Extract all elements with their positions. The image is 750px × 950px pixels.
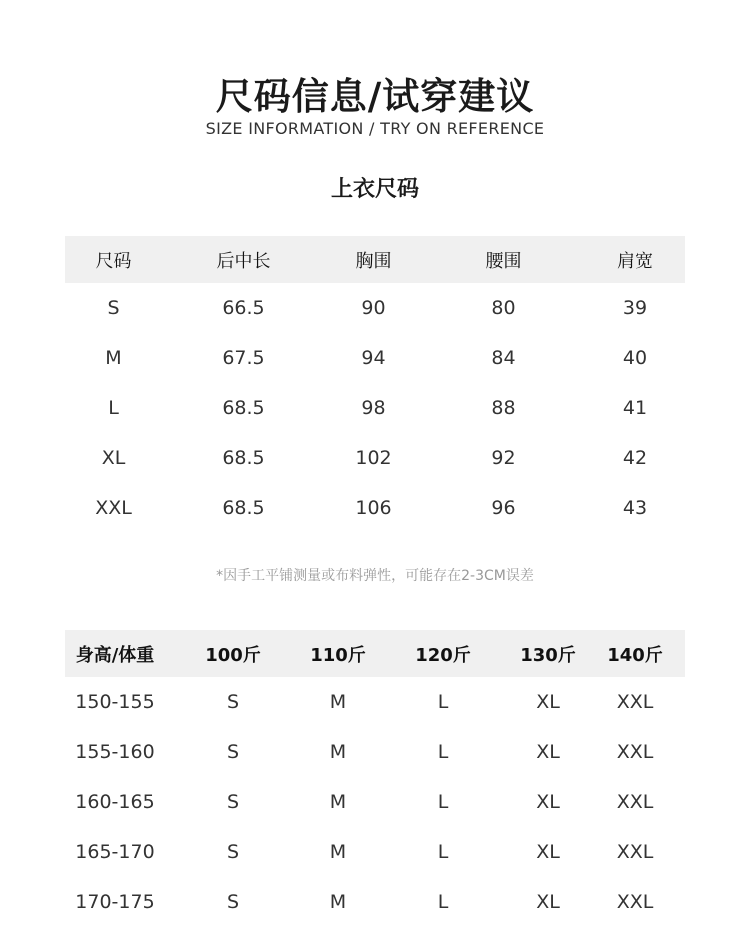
table-cell: 90 [361, 297, 386, 319]
table-cell: 80 [491, 297, 516, 319]
table-row [65, 827, 685, 877]
table-cell: 106 [355, 497, 392, 519]
table-cell: 41 [622, 397, 648, 419]
table-cell: L [437, 741, 449, 763]
table-cell: 155-160 [75, 741, 155, 763]
table-cell: 165-170 [75, 841, 155, 863]
table-cell: XXL [95, 497, 132, 519]
table-cell: L [437, 841, 449, 863]
header-cell: 120斤 [415, 644, 471, 666]
table-cell: XL [536, 741, 560, 763]
table-row [65, 433, 685, 483]
fit-table-header-row [65, 630, 685, 677]
size-table [65, 236, 685, 533]
table-cell: 94 [361, 347, 386, 369]
table-cell: XL [536, 791, 560, 813]
header-cell: 140斤 [607, 644, 663, 666]
table-cell: 96 [491, 497, 516, 519]
table-row [65, 333, 685, 383]
table-cell: S [226, 891, 240, 913]
table-cell: 102 [355, 447, 392, 469]
table-row [65, 877, 685, 927]
header-cell: 腰围 [485, 250, 522, 272]
size-section-title: 上衣尺码 [330, 177, 419, 202]
fit-table [65, 630, 685, 927]
table-cell: 88 [491, 397, 516, 419]
table-cell: M [329, 891, 347, 913]
table-cell: 39 [622, 297, 648, 319]
table-cell: M [105, 347, 122, 369]
measurement-note: *因手工平铺测量或布料弹性，可能存在2-3CM误差 [216, 568, 534, 584]
table-cell: L [437, 691, 449, 713]
table-cell: S [226, 691, 240, 713]
table-row [65, 777, 685, 827]
header-cell: 胸围 [355, 250, 392, 272]
table-cell: XL [536, 891, 560, 913]
table-cell: 43 [622, 497, 648, 519]
header-cell: 肩宽 [617, 250, 653, 272]
table-cell: 68.5 [222, 397, 265, 419]
table-cell: 98 [361, 397, 386, 419]
page-title: 尺码信息/试穿建议 [215, 75, 535, 118]
table-cell: 42 [622, 447, 648, 469]
table-cell: 150-155 [75, 691, 155, 713]
table-cell: 170-175 [75, 891, 155, 913]
table-cell: XL [536, 691, 560, 713]
table-cell: 68.5 [222, 497, 265, 519]
table-cell: XXL [616, 741, 654, 763]
header-cell: 身高/体重 [75, 644, 155, 666]
table-row [65, 283, 685, 333]
table-cell: XXL [616, 791, 654, 813]
table-cell: 67.5 [222, 347, 265, 369]
table-cell: 68.5 [222, 447, 265, 469]
table-cell: XXL [616, 691, 654, 713]
table-cell: L [437, 791, 449, 813]
table-cell: M [329, 741, 347, 763]
table-cell: 84 [491, 347, 516, 369]
table-row [65, 383, 685, 433]
table-cell: M [329, 791, 347, 813]
table-cell: 160-165 [75, 791, 155, 813]
page-subtitle: SIZE INFORMATION / TRY ON REFERENCE [205, 119, 545, 138]
table-cell: 40 [622, 347, 648, 369]
table-cell: 92 [491, 447, 516, 469]
table-row [65, 677, 685, 727]
header-cell: 110斤 [310, 644, 366, 666]
header-cell: 尺码 [95, 250, 132, 272]
table-cell: XXL [616, 841, 654, 863]
table-row [65, 727, 685, 777]
table-cell: S [107, 297, 120, 319]
table-cell: S [226, 791, 240, 813]
table-cell: XL [536, 841, 560, 863]
table-cell: S [226, 741, 240, 763]
table-cell: L [108, 397, 119, 419]
table-cell: 66.5 [222, 297, 265, 319]
table-cell: XL [101, 447, 126, 469]
table-cell: S [226, 841, 240, 863]
header-cell: 130斤 [520, 644, 576, 666]
header-cell: 100斤 [205, 644, 261, 666]
table-cell: M [329, 841, 347, 863]
table-cell: M [329, 691, 347, 713]
size-table-header-row [65, 236, 685, 283]
table-cell: L [437, 891, 449, 913]
table-cell: XXL [616, 891, 654, 913]
table-row [65, 483, 685, 533]
header-cell: 后中长 [216, 250, 271, 272]
